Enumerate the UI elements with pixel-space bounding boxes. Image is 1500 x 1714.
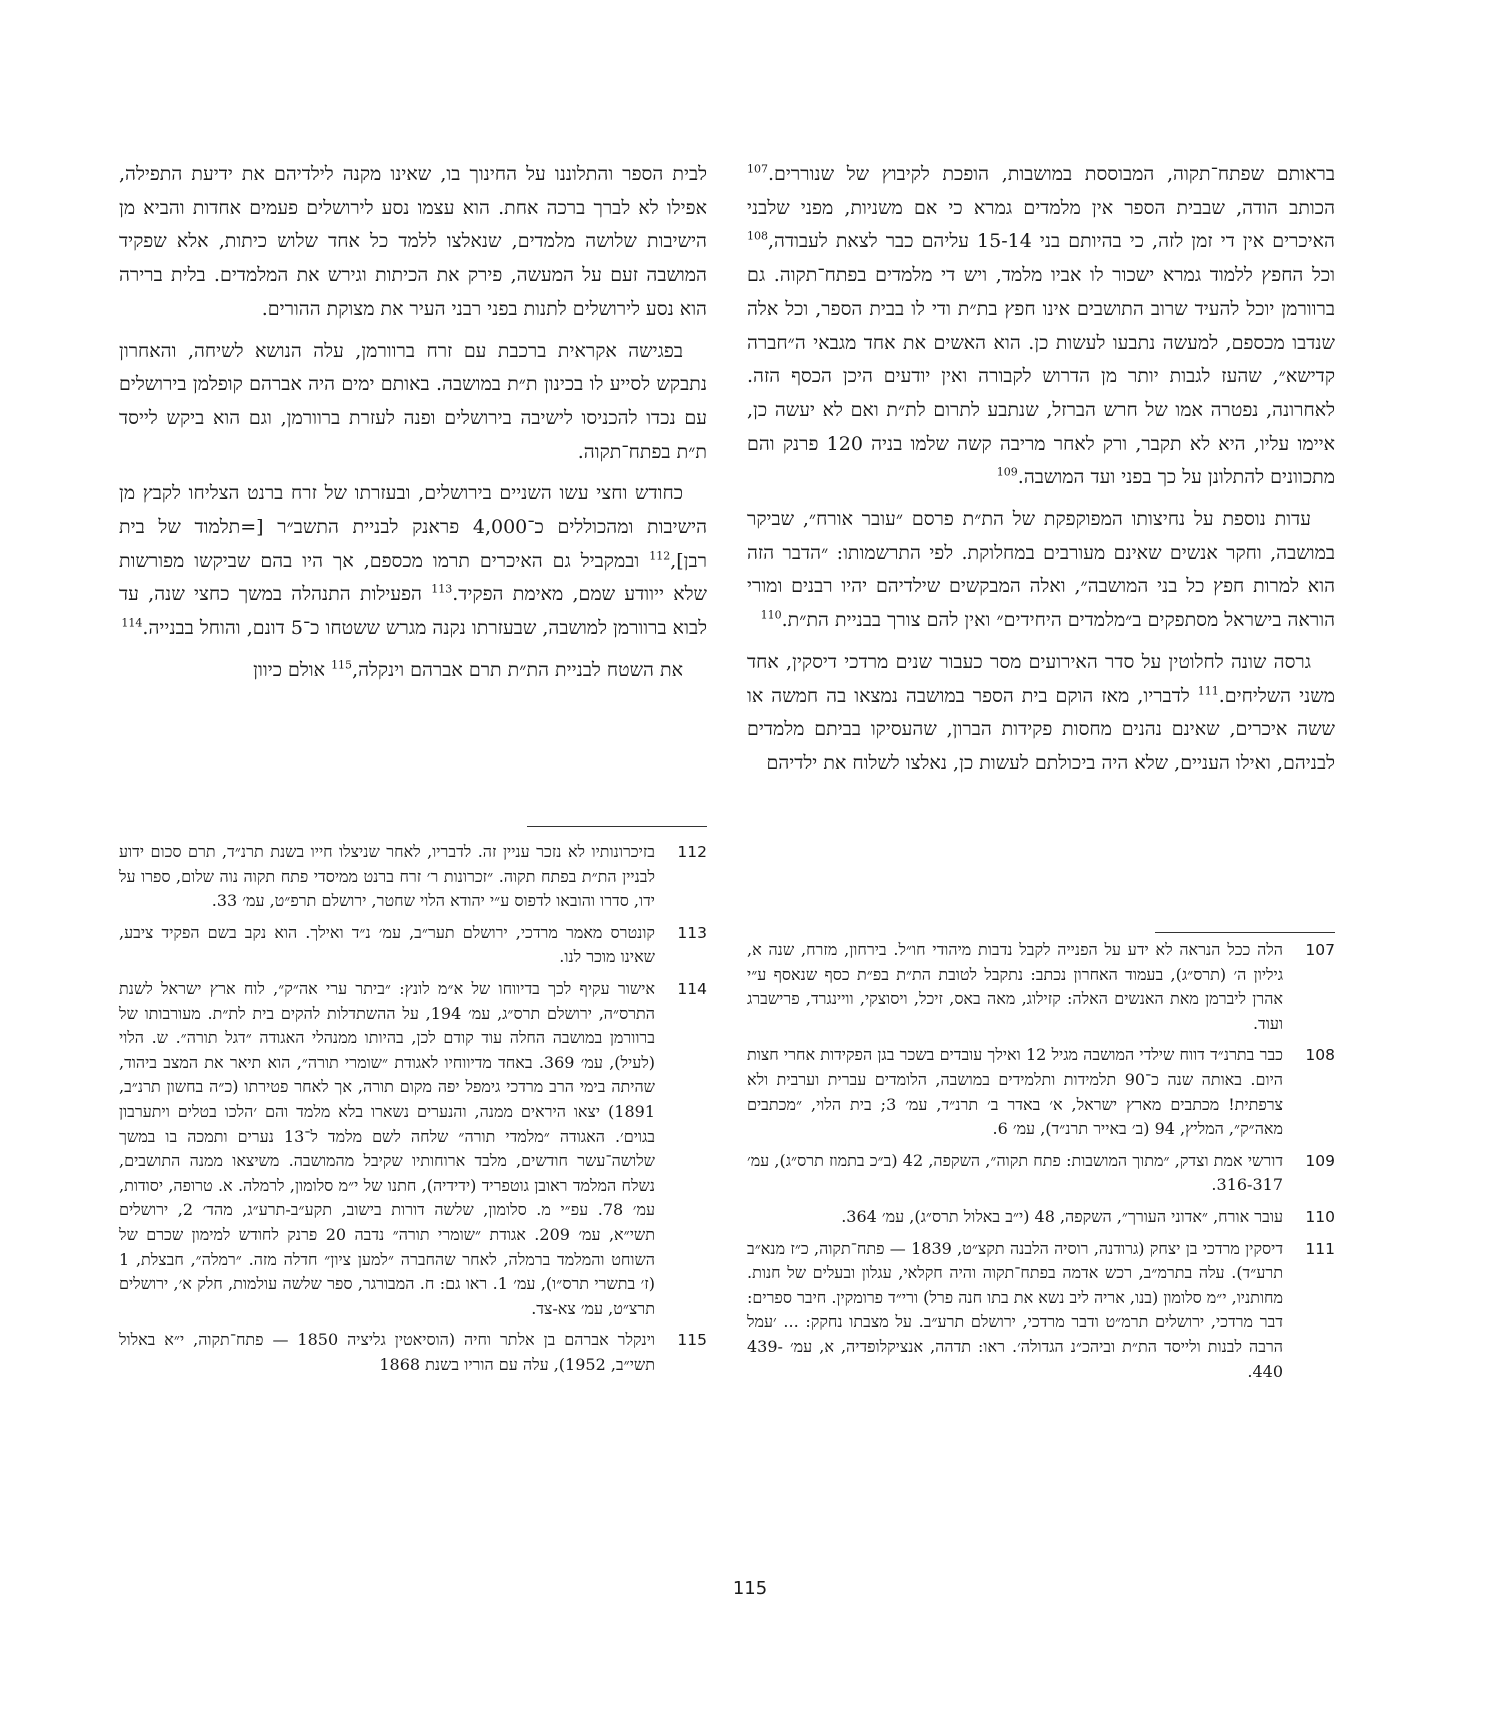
footnotes-left <box>119 840 707 1384</box>
footnote-text: הלה ככל הנראה לא ידע על הפנייה לקבל נדבות מיהודי חו״ל. בירחון, מזרח, שנה א, גיליון ה׳ (תרס״ג), בעמוד האחרון נכתב: נתקבל לטובת הת״ת בפ״ת כסף שנאסף ע״י אהרן ליברמן מאת האנשים האלה: קזילוג, מאה באס, זיכל, ויסוצקי, וויינגרד, פרישברג ועוד. <box>747 940 1283 1033</box>
footnote <box>119 921 707 970</box>
footnote-number: 115 <box>677 1331 707 1350</box>
footnotes-right <box>747 938 1335 1391</box>
footnote <box>747 1205 1335 1230</box>
main-text-left-column <box>119 158 707 696</box>
footnote-number: 109 <box>1305 1151 1335 1170</box>
footnote-text: כבר בתרנ״ד דווח שילדי המושבה מגיל 12 ואילך עובדים בשכר בגן הפקידות אחרי חצות היום. באותה שנה כ־90 תלמידות ותלמידים במושבה, הלומדים עברית וערבית ולא צרפתית! מכתבים מארץ ישראל, א׳ באדר ב׳ תרנ״ד, עמ׳ 3; בית הלוי, ״מכתבים מאה״ק״, המליץ, 94 (ב׳ באייר תרנ״ד), עמ׳ 6. <box>747 1045 1284 1139</box>
footnote-text: דיסקין מרדכי בן יצחק (גרודנה, רוסיה הלבנה תקצ״ט, 1839 — פתח־תקוה, כ״ז מנא״ב תרע״ד). עלה בתרמ״ב, רכש אדמה בפתח־תקוה והיה חקלאי, עגלון ובעלים של חנות. מחותניו, י״מ סלומון (בנו, אריה ליב נשא את בתו חנה פרל) ורי״ד פרומקין. חיבר ספרים: דבר מרדכי, ירושלים תרמ״ט ודבר מרדכי, ירושלם תרע״ב. על מצבתו נחקק: ... ׳עמל הרבה לבנות ולייסד הת״ת וביהכ״נ הגדולה׳. ראו: תדהה, אנציקלופדיה, א, עמ׳ 439-440. <box>747 1238 1284 1381</box>
footnote-number: 113 <box>677 923 707 942</box>
footnote-ref-111[interactable]: 111 <box>1197 684 1219 698</box>
page-number: 115 <box>732 1578 768 1599</box>
body-paragraph: בראותם שפתח־תקוה, המבוססת במושבות, הופכת לקיבוץ של שנוררים.$^{107}$ הכותב הודה, שבבית הספר אין מלמדים גמרא כי אם משניות, מפני שלבני האיכרים אין די זמן לזה, כי בהיותם בני 15-14 עליהם כבר לצאת לעבודה,$^{108}$ וכל החפץ ללמוד גמרא ישכור לו אביו מלמד, ויש די מלמדים בפתח־תקוה. גם ברוורמן יוכל להעיד שרוב התושבים אינו חפץ בת״ת ודי לו בבית הספר, וכל אלה שנדבו מכספם, למעשה נתבעו לעשות כן. הוא האשים את אחד מגבאי ה״חברה קדישא״, שהעז לגבות יותר מן הדרוש לקבורה ואין יודעים היכן הכסף הזה. לאחרונה, נפטרה אמו של חרש הברזל, שנתבע לתרום לת״ת ואם לא יעשה כן, איימו עליו, היא לא תקבר, ורק לאחר מריבה קשה שלמו בניה 120 פרנק והם מתכוונים להתלונן על כך בפני ועד המושבה.$^{109}$ <box>747 162 1335 489</box>
footnote-ref-107[interactable]: 107 <box>747 162 768 176</box>
footnote <box>747 938 1335 1036</box>
footnote-ref-114[interactable]: 114 <box>121 616 143 630</box>
footnote-number: 107 <box>1305 941 1335 959</box>
footnote-number: 114 <box>677 979 707 998</box>
footnote-number: 112 <box>677 843 707 861</box>
footnote <box>747 1043 1335 1141</box>
footnote-text: אישור עקיף לכך בדיווחו של א״מ לונץ: ״ביתר ערי אה״ק״, לוח ארץ ישראל לשנת התרס״ה, ירושלם תרס״ג, עמ׳ 194, על ההשתדלות להקים בית לת״ת. מעורבותו של ברוורמן במושבה החלה עוד קודם לכן, בהיותו ממנהלי האגודה ״דגל תורה״. ש. הלוי (לעיל), עמ׳ 369. באחד מדיווחיו לאגודת ״שומרי תורה״, הוא תיאר את המצב ביהוד, שהיתה בימי הרב מרדכי גימפל יפה מקום תורה, אך לאחר פטירתו (כ״ה בחשון תרנ״ב, 1891) יצאו היראים ממנה, והנערים נשארו בלא מלמד והם ׳הלכו בטלים ויתערבון בגוים׳. האגודה ״מלמדי תורה״ שלחה לשם מלמד ל־13 נערים ותמכה בו במשך שלושה־עשר חודשים, מלבד ארוחותיו שקיבל מהמושבה. משיצאו ממנה התושבים, נשלח המלמד ראובן גוטפריד (ידידיה), חתנו של י״מ סלומון, לרמלה. א. טרופה, יסודות, עמ׳ 78. עפ״י מ. סלומון, שלשה דורות בישוב, תקע״ב-תרע״ג, מהד׳ 2, ירושלים תשי״א, עמ׳ 209. אגודת ״שומרי תורה״ נדבה 20 פרנק לחודש למימון שכרם של השוחט והמלמד ברמלה, לאחר שהחברה ״למען ציון״ חדלה מזה. ״רמלה״, חבצלת, 1 (ז׳ בתשרי תרס״ו), עמ׳ 1. ראו גם: ח. המבורגר, ספר שלשה עולמות, חלק א׳, ירושלים תרצ״ט, עמ׳ צא-צד. <box>119 978 656 1318</box>
body-paragraph: לבית הספר והתלוננו על החינוך בו, שאינו מקנה לילדיהם את ידיעת התפילה, אפילו לא לברך ברכה אחת. הוא עצמו נסע לירושלים פעמים אחדות והביא מן הישיבות שלושה מלמדים, שנאלצו ללמד כל אחד שלוש כיתות, אלא שפקיד המושבה זעם על המעשה, פירק את הכיתות וגירש את המלמדים. בלית ברירה הוא נסע לירושלים לתנות בפני רבני העיר את מצוקת ההורים. <box>119 163 707 320</box>
footnote-divider <box>1155 932 1335 933</box>
footnote-divider <box>527 826 707 827</box>
body-paragraph: את השטח לבניית הת״ת תרם אברהם וינקלה,$^{115}$ אולם כיוון <box>253 658 683 681</box>
footnote-ref-113[interactable]: 113 <box>431 583 453 597</box>
footnote-text: בזיכרונותיו לא נזכר עניין זה. לדבריו, לאחר שניצלו חייו בשנת תרנ״ד, תרם סכום ידוע לבניין הת״ת בפתח תקוה. ״זכרונות ר׳ זרח ברנט ממיסדי פתח תקוה נוה שלום, ספרו על ידו, סדרו והובאו לדפוס ע״י יהודא הלוי שחטר, ירושלם תרפ״ט, עמ׳ 33. <box>119 842 655 911</box>
footnote-ref-112[interactable]: 112 <box>649 549 671 563</box>
body-paragraph: כחודש וחצי עשו השניים בירושלים, ובעזרתו של זרח ברנט הצליחו לקבץ מן הישיבות ומהכוללים כ־4,000 פראנק לבניית התשב״ר [=תלמוד של בית רבן],$^{112}$ ובמקביל גם האיכרים תרמו מכספם, אך היו בהם שביקשו מפורשות שלא ייוודע שמם, מאימת הפקיד.$^{113}$ הפעילות התנהלה במשך כחצי שנה, עד לבוא ברוורמן למושבה, שבעזרתו נקנה מגרש ששטחו כ־5 דונם, והוחל בבנייה.$^{114}$ <box>119 482 708 640</box>
footnote <box>119 1328 707 1377</box>
footnote <box>119 840 707 914</box>
footnote-ref-110[interactable]: 110 <box>760 608 782 622</box>
body-paragraph: גרסה שונה לחלוטין על סדר האירועים מסר כעבור שנים מרדכי דיסקין, אחד משני השליחים.$^{111}$ לדבריו, מאז הוקם בית הספר במושבה נמצאו בה חמשה או ששה איכרים, שאינם נהנים מחסות פקידות הברון, שהעסיקו בביתם מלמדים לבניהם, ואילו העניים, שלא היה ביכולתם לעשות כן, נאלצו לשלוח את ילדיהם <box>747 650 1335 774</box>
main-text-right-column <box>747 158 1335 789</box>
footnote-ref-109[interactable]: 109 <box>996 466 1018 479</box>
body-paragraph: עדות נוספת על נחיצותו המפוקפקת של הת״ת פרסם ״עובר אורח״, שביקר במושבה, וחקר אנשים שאינם מעורבים במחלוקת. לפי התרשמותו: ״הדבר הזה הוא למרות חפץ כל בני המושבה״, ואלה המבקשים שילדיהם יהיו רבנים ומורי הוראה בישראל מסתפקים ב״מלמדים היחידים״ ואין להם צורך בבניית הת״ת.$^{110}$ <box>747 508 1335 632</box>
footnote-ref-115[interactable]: 115 <box>331 658 353 672</box>
footnote <box>747 1237 1335 1385</box>
footnote-text: קונטרס מאמר מרדכי, ירושלם תער״ב, עמ׳ נ״ד ואילך. הוא נקב בשם הפקיד ציבע, שאינו מוכר לנו. <box>119 922 655 967</box>
footnote-text: עובר אורח, ״אדוני העורך״, השקפה, 48 (י״ב באלול תרס״ג), עמ׳ 364. <box>841 1206 1283 1226</box>
footnote <box>119 977 707 1321</box>
footnote-text: וינקלר אברהם בן אלתר וחיה (הוסיאטין גליציה 1850 — פתח־תקוה, י״א באלול תשי״ב, 1952), עלה עם הוריו בשנת 1868 <box>119 1330 655 1374</box>
body-paragraph: בפגישה אקראית ברכבת עם זרח ברוורמן, עלה הנושא לשיחה, והאחרון נתבקש לסייע לו בכינון ת״ת במושבה. באותם ימים היה אברהם קופלמן בירושלים עם נכדו להכניסו לישיבה בירושלים ופנה לעזרת ברוורמן, וגם הוא ביקש לייסד ת״ת בפתח־תקוה. <box>119 339 707 463</box>
footnote-ref-108[interactable]: 108 <box>747 230 768 244</box>
footnote <box>747 1149 1335 1198</box>
footnote-number: 110 <box>1305 1207 1335 1226</box>
footnote-number: 108 <box>1305 1046 1335 1065</box>
footnote-number: 111 <box>1305 1239 1335 1258</box>
footnote-text: דורשי אמת וצדק, ״מתוך המושבות: פתח תקוה״, השקפה, 42 (ב״כ בתמוז תרס״ג), עמ׳ 316-317. <box>747 1150 1284 1195</box>
